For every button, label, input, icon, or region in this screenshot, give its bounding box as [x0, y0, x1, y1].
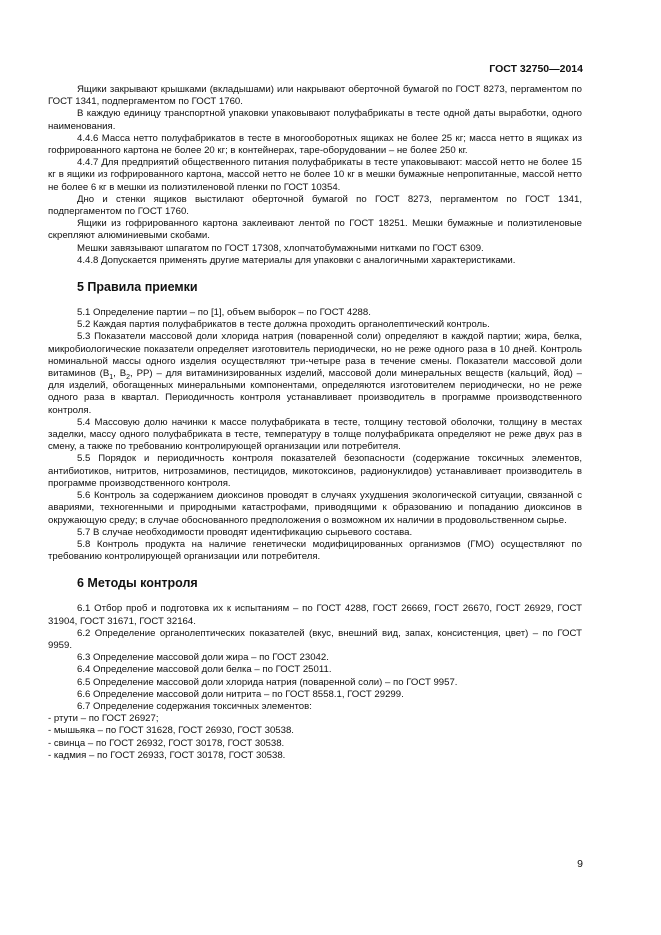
document-code: ГОСТ 32750—2014: [489, 63, 583, 75]
paragraph: 6.4 Определение массовой доли белка – по ГОСТ 25011.: [77, 664, 332, 676]
paragraph: 5.1 Определение партии – по [1], объем выборок – по ГОСТ 4288.: [77, 307, 371, 319]
section-heading-6: 6 Методы контроля: [77, 576, 198, 591]
paragraph: Дно и стенки ящиков выстилают оберточной бумагой по ГОСТ 8273, пергаментом по ГОСТ 1341, подпергаментом по ГОСТ 1760.: [48, 193, 582, 218]
page-body: [48, 84, 582, 762]
paragraph: 6.5 Определение массовой доли хлорида натрия (поваренной соли) – по ГОСТ 9957.: [77, 676, 458, 688]
page-number: 9: [577, 858, 583, 870]
paragraph: 6.3 Определение массовой доли жира – по ГОСТ 23042.: [77, 652, 329, 664]
paragraph: 6.6 Определение массовой доли нитрита – по ГОСТ 8558.1, ГОСТ 29299.: [77, 688, 404, 700]
text-run: , PP) – для витаминизированных изделий, массовой доли минеральных веществ (кальций, йод) – для изделий, обогащенных минеральными компонентами, определяются изготовителем периодически, но не реже одного раза в квартал. Периодичность контроля устанавливает производитель в программе производственного контроля.: [48, 368, 582, 416]
subscript: 2: [126, 373, 131, 381]
text-run: , B: [113, 368, 127, 380]
paragraph: 5.4 Массовую долю начинки к массе полуфабриката в тесте, толщину тестовой оболочки, толщину в местах заделки, массу одного полуфабриката в тесте, температуру в толще полуфабриката определяют не реже двух раз в смену, а также по требованию контролирующей организации или потребителя.: [48, 416, 582, 453]
paragraph: 4.4.7 Для предприятий общественного питания полуфабрикаты в тесте упаковывают: массой нетто не более 15 кг в ящики из гофрированного картона, массой нетто не более 10 кг в мешки бумажные непропитанные, массой нетто не более 6 кг в мешки из полиэтиленовой пленки по ГОСТ 10354.: [48, 157, 582, 193]
paragraph: В каждую единицу транспортной упаковки упаковывают полуфабрикаты в тесте одной даты выработки, одного наименования.: [48, 108, 582, 132]
paragraph: 5.2 Каждая партия полуфабрикатов в тесте должна проходить органолептический контроль.: [77, 319, 490, 331]
paragraph: 6.2 Определение органолептических показателей (вкус, внешний вид, запах, консистенция, цвет) – по ГОСТ 9959.: [48, 627, 582, 651]
text-run: 5.3 Показатели массовой доли хлорида натрия (поваренной соли) определяют в каждой партии; жира, белка, микробиологические показатели определяет изготовитель периодически, но не реже одного раза в 10 дней. Контроль номинальной массы одного изделия осуществляют три-четыре раза в течение смены. Показатели массовой доли витаминов (B: [48, 331, 582, 380]
paragraph: 5.6 Контроль за содержанием диоксинов проводят в случаях ухудшения экологической ситуации, связанной с авариями, техногенными и природными катастрофами, приводящими к образованию и попаданию диоксинов в окружающую среду; в случае обоснованного предположения о возможном их наличии в продовольственном сырье.: [48, 490, 582, 526]
paragraph: 6.7 Определение содержания токсичных элементов:: [77, 700, 312, 712]
subscript: 1: [109, 373, 114, 381]
paragraph: 5.5 Порядок и периодичность контроля показателей безопасности (содержание токсичных элементов, антибиотиков, нитритов, нитрозаминов, пестицидов, микотоксинов, радионуклидов) устанавливает производитель в программе производственного контроля.: [48, 453, 582, 489]
paragraph: 5.8 Контроль продукта на наличие генетически модифицированных организмов (ГМО) осуществляют по требованию контролирующей организации или потребителя.: [48, 538, 582, 563]
list-item: - ртути – по ГОСТ 26927;: [48, 713, 159, 725]
paragraph: Мешки завязывают шпагатом по ГОСТ 17308, хлопчатобумажными нитками по ГОСТ 6309.: [77, 242, 484, 254]
list-item: - мышьяка – по ГОСТ 31628, ГОСТ 26930, ГОСТ 30538.: [48, 725, 294, 737]
list-item: - кадмия – по ГОСТ 26933, ГОСТ 30178, ГОСТ 30538.: [48, 749, 286, 761]
paragraph: Ящики из гофрированного картона заклеивают лентой по ГОСТ 18251. Мешки бумажные и полиэтиленовые скрепляют алюминиевыми скобами.: [48, 218, 582, 242]
paragraph: Ящики закрывают крышками (вкладышами) или накрывают оберточной бумагой по ГОСТ 8273, пергаментом по ГОСТ 1341, подпергаментом по ГОСТ 1760.: [48, 84, 582, 108]
paragraph: 5.7 В случае необходимости проводят идентификацию сырьевого состава.: [77, 526, 413, 538]
paragraph: 6.1 Отбор проб и подготовка их к испытаниям – по ГОСТ 4288, ГОСТ 26669, ГОСТ 26670, ГОСТ 26929, ГОСТ 31904, ГОСТ 31671, ГОСТ 32164.: [48, 603, 582, 627]
paragraph: 4.4.8 Допускается применять другие материалы для упаковки с аналогичными характеристиками.: [77, 254, 516, 266]
section-heading-5: 5 Правила приемки: [77, 280, 198, 295]
paragraph: 4.4.6 Масса нетто полуфабрикатов в тесте в многооборотных ящиках не более 25 кг; масса нетто в ящиках из гофрированного картона не более 20 кг; в контейнерах, таре-оборудовании – не более 250 кг.: [48, 132, 582, 157]
list-item: - свинца – по ГОСТ 26932, ГОСТ 30178, ГОСТ 30538.: [48, 737, 285, 749]
paragraph-5-3: [48, 331, 582, 416]
